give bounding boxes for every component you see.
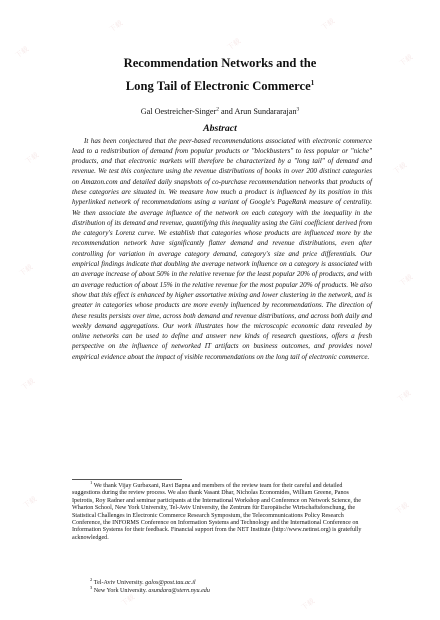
watermark-mark: 下载 [300,597,317,612]
footnote-2 [72,577,390,587]
title-line-2 [0,78,440,94]
watermark-mark: 下载 [22,495,39,510]
author-2-mark: 3 [296,106,300,113]
abstract-body: It has been conjectured that the peer-based recommendations associated with electronic commerce lead to a redistribution of demand from popular products or "blockbusters" to less popular or "niche" products, and that electronic markets will therefore be characterized by a "long tail" of demand and revenue. We test this conjecture using the revenue distributions of books in over 200 distinct categories on Amazon.com and detailed daily snapshots of co-purchase recommendation networks that products of these categories are situated in. We measure how much a product is influenced by its position in this hyperlinked network of recommendations using a variant of Google's PageRank measure of centrality. We then associate the average influence of the network on each category with the inequality in the distribution of its demand and revenue, quantifying this inequality using the Gini coefficient derived from the category's Lorenz curve. We establish that categories whose products are influenced more by the recommendation network have significantly flatter demand and revenue distributions, even after controlling for variation in average category demand, category's size and price differentials. Our empirical findings indicate that doubling the average network influence on a category is associated with an average increase of about 50% in the relative revenue for the least popular 20% of products, and with an average reduction of about 15% in the relative revenue for the most popular 20% of products. We also show that this effect is enhanced by higher assortative mixing and lower clustering in the network, and is greater in categories whose products are more evenly influenced by recommendations. The direction of these results persists over time, across both demand and revenue distributions, and across both daily and weekly demand aggregations. Our work illustrates how the microscopic economic data revealed by online networks can be used to define and answer new kinds of research questions, offers a fresh perspective on the influence of networked IT artifacts on business outcomes, and provides novel empirical evidence about the impact of visible recommendations on the long tail of electronic commerce. [72,136,372,361]
watermark-mark: 下载 [14,45,31,60]
footnote-3-text: New York University. [93,588,147,595]
footnote-3-mark: 3 [90,585,93,590]
watermark-mark: 下载 [398,273,415,288]
watermark-mark: 下载 [20,377,37,392]
watermark-mark: 下载 [24,151,41,166]
watermark-mark: 下载 [396,389,413,404]
footnote-3-email: asundara@stern.nyu.edu [148,588,210,595]
title-footnote-mark: 1 [310,78,315,87]
watermark-mark: 下载 [392,161,409,176]
author-line [0,107,440,117]
footnote-3 [72,585,390,595]
watermark-mark: 下载 [320,17,337,32]
footnote-2-text: Tel-Aviv University. [93,580,144,587]
watermark-mark: 下载 [120,593,137,608]
footnote-2-mark: 2 [90,577,93,582]
footnote-1-mark: 1 [90,480,93,485]
author-1: Gal Oestreicher-Singer [140,107,217,116]
watermark-mark: 下载 [226,37,243,52]
watermark-mark: 下载 [18,263,35,278]
author-1-mark: 2 [216,106,219,113]
abstract-heading: Abstract [203,123,237,134]
author-2: Arun Sundararajan [234,107,297,116]
watermark-mark: 下载 [108,19,125,34]
footnote-rule [72,479,182,480]
footnote-1-text: We thank Vijay Gurbaxani, Ravi Bapna and members of the review team for their careful and detailed suggestions during the review process. We also thank Vasant Dhar, Nicholas Economides, William Greene, Panos Ipeirotis, Roy Radner and seminar participants at the International Workshop and Conference on Network Science, the Wharton School, New York University, Tel-Aviv University, the Zentrum für Europäische Wirtschaftsforschung, the Statistical Challenges in Electronic Commerce Research Symposium, the Telecommunications Policy Research Conference, the INFORMS Conference on Information Systems and Technology and the International Conference on Information Systems for their feedback. Financial support from the NET Institute (http://www.netinst.org) is gratefully acknowledged. [72,483,362,541]
watermark-mark: 下载 [394,501,411,516]
author-joiner: and [219,107,235,116]
footnote-1 [72,480,372,542]
title-line-2-text: Long Tail of Electronic Commerce [125,79,311,93]
title-line-1: Recommendation Networks and the [123,56,317,70]
watermark-mark: 下载 [398,53,415,68]
footnote-2-email: galos@post.tau.ac.il [145,580,196,587]
